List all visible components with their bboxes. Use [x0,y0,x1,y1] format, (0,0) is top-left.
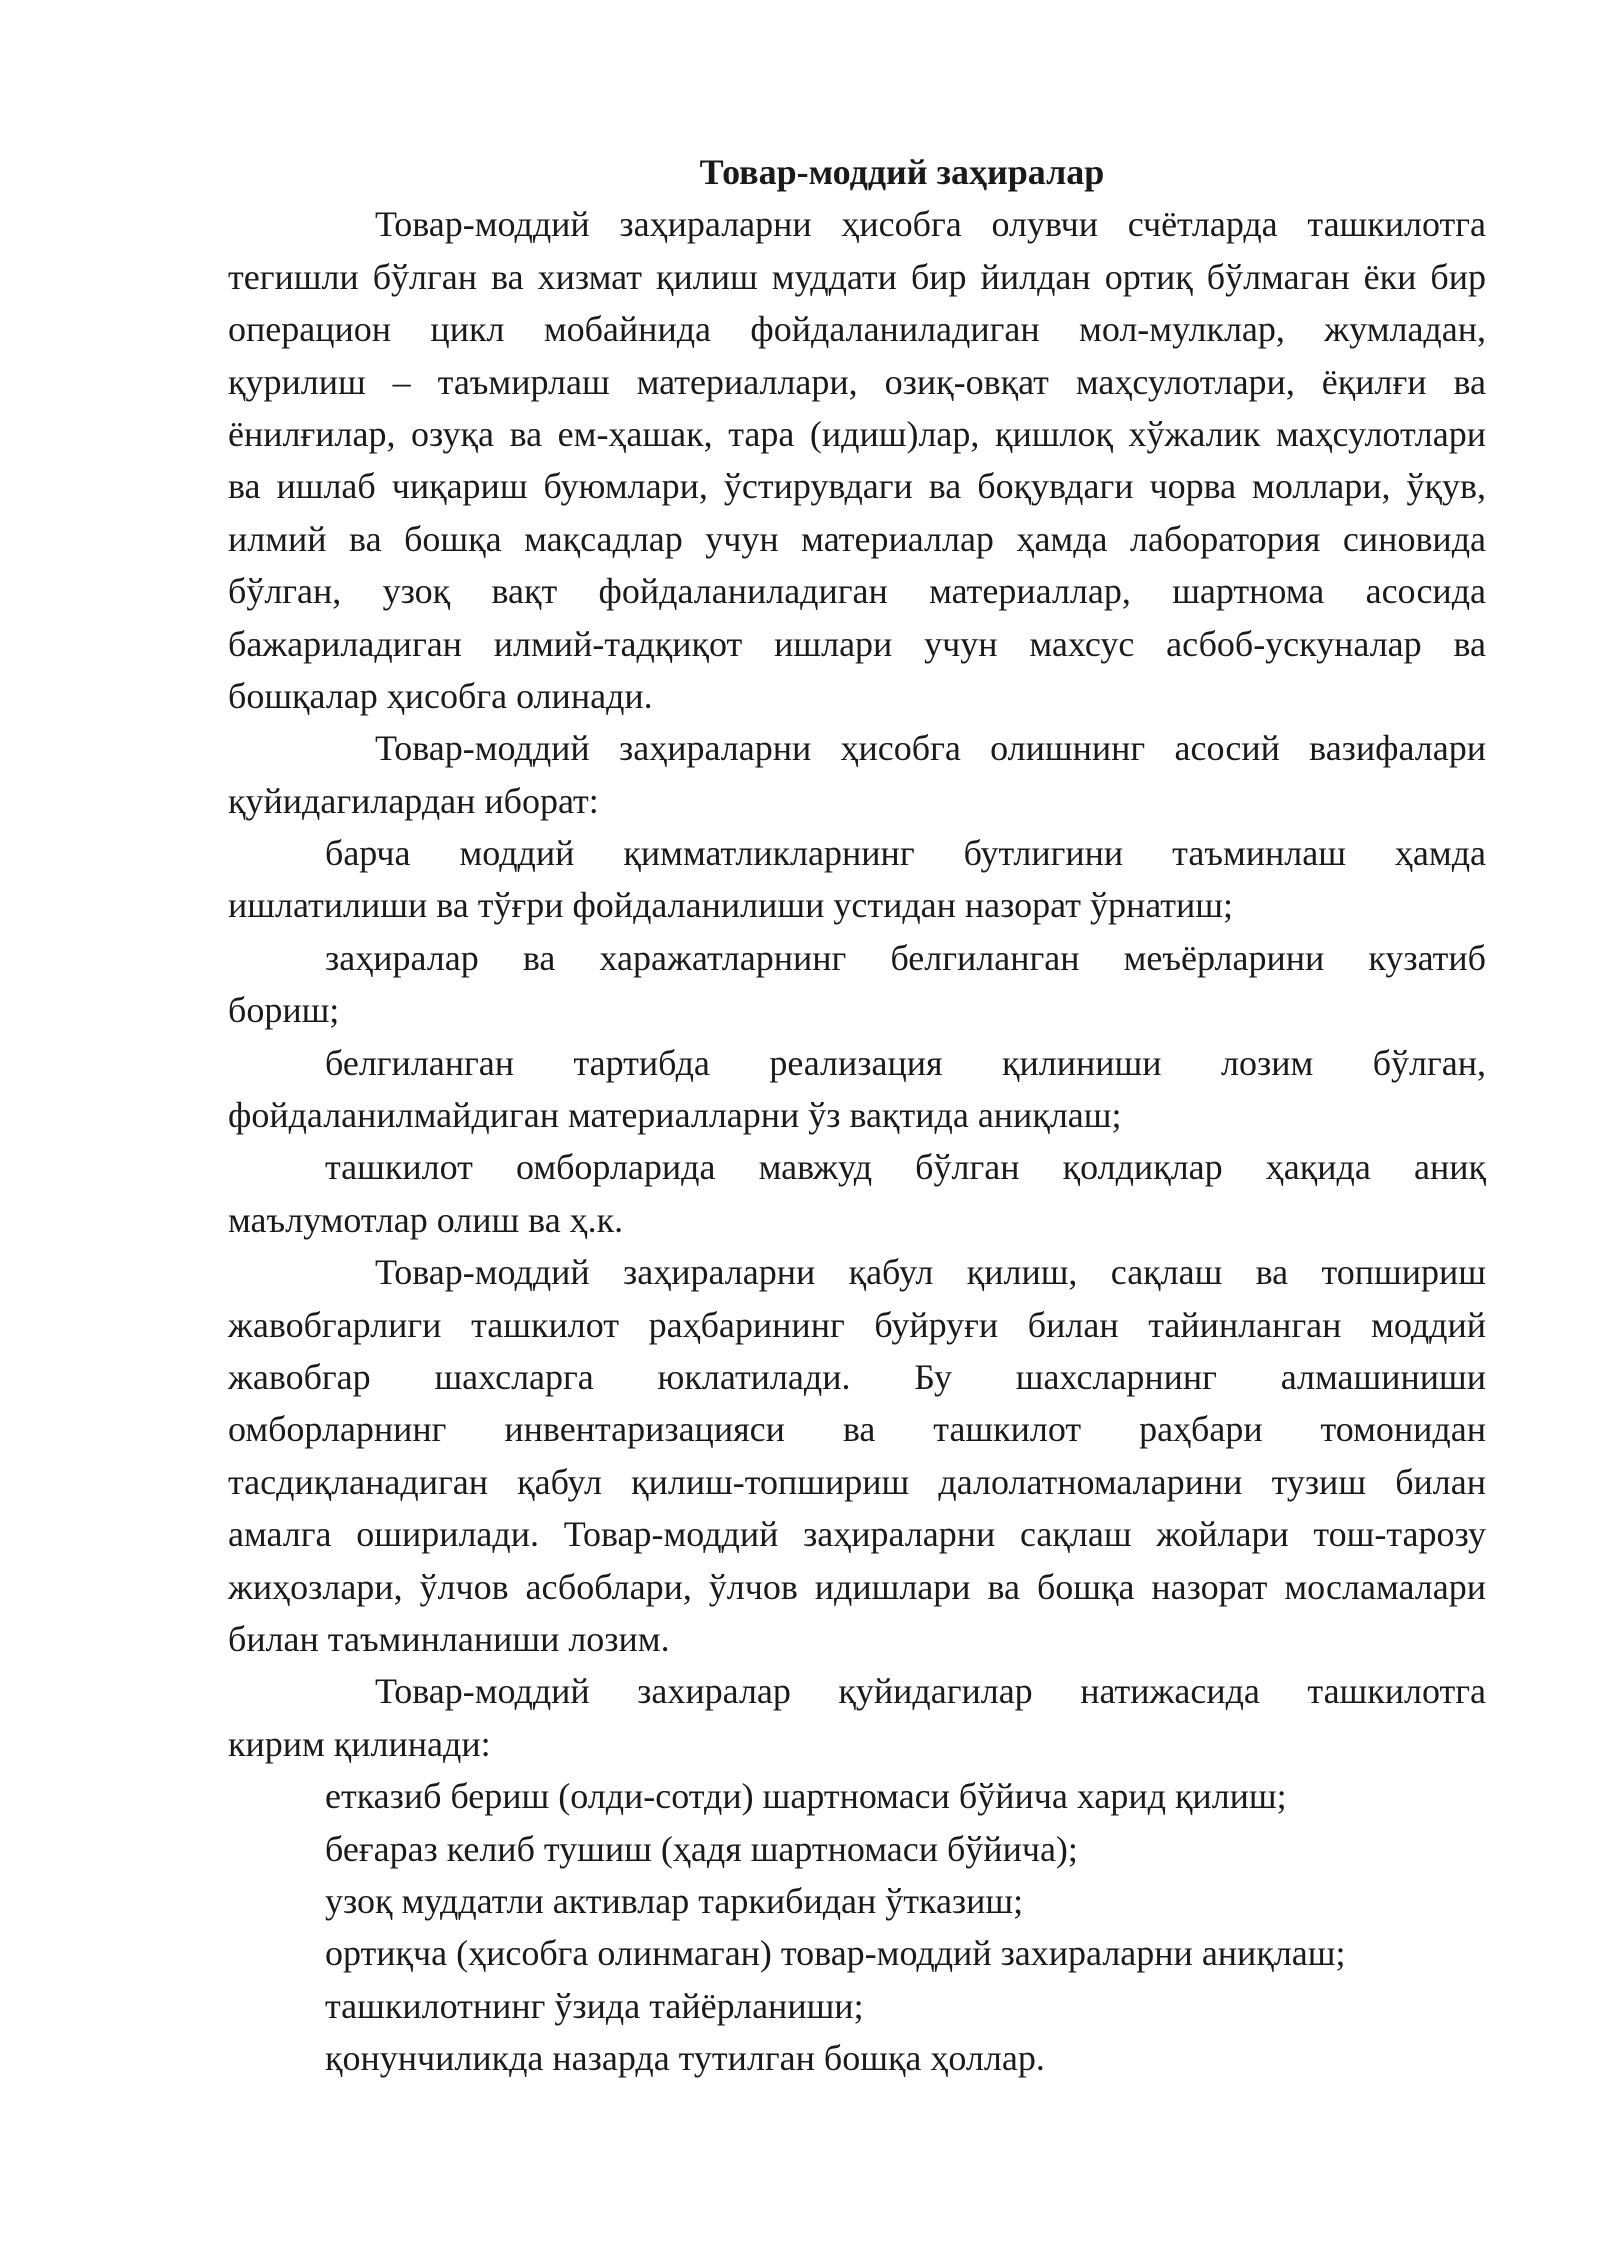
text-line: етказиб бериш (олди-сотди) шартномаси бўйича харид қилиш; [325,1776,1287,1817]
text-line: омборларнинг инвентаризацияси ва ташкилот раҳбари томонидан [228,1409,1486,1450]
text-line: Товар-моддий заҳираларни қабул қилиш, сақлаш ва топшириш [375,1252,1486,1293]
list-item-surplus [228,1927,1486,1979]
text-line: бўлган, узоқ вақт фойдаланиладиган материаллар, шартнома асосида [228,571,1486,612]
text-line: операцион цикл мобайнида фойдаланиладиган мол-мулклар, жумладан, [228,309,1486,350]
document-title: Товар-моддий заҳиралар [699,152,1105,192]
text-line: белгиланган тартибда реализация қилиниши лозим бўлган, [325,1042,1486,1083]
text-line: илмий ва бошқа мақсадлар учун материаллар ҳамда лаборатория синовида [228,518,1486,559]
paragraph-task-2 [228,932,1486,1037]
text-line: кирим қилинади: [228,1723,491,1764]
text-line: Товар-моддий заҳираларни ҳисобга олувчи счётларда ташкилотга [375,204,1486,245]
list-item-transfer [228,1875,1486,1927]
text-line: фойдаланилмайдиган материалларни ўз вақтида аниқлаш; [228,1095,1122,1136]
text-line: Товар-моддий захиралар қуйидагилар натижасида ташкилотга [375,1671,1486,1712]
text-line: қуйидагилардан иборат: [228,780,599,821]
text-line: бажариладиган илмий-тадқиқот ишлари учун махсус асбоб-ускуналар ва [228,623,1486,664]
list-item-purchase [228,1770,1486,1822]
text-line: барча моддий қимматликларнинг бутлигини таъминлаш ҳамда [325,833,1486,874]
text-line: ёнилғилар, озуқа ва ем-ҳашак, тара (идиш)лар, қишлоқ хўжалик маҳсулотлари [228,413,1486,454]
text-line: узоқ муддатли активлар таркибидан ўтказиш; [325,1880,1024,1921]
text-line: билан таъминланиши лозим. [228,1618,670,1659]
paragraph-tasks-lead [228,722,1486,827]
list-item-selfmade [228,1980,1486,2032]
text-line: қурилиш – таъмирлаш материаллари, озиқ-овқат маҳсулотлари, ёқилғи ва [228,361,1486,402]
text-line: ортиқча (ҳисобга олинмаган) товар-моддий захираларни аниқлаш; [325,1933,1346,1974]
text-line: маълумотлар олиш ва ҳ.к. [228,1199,624,1240]
document-body [228,146,1486,2084]
paragraph-responsibility [228,1246,1486,1665]
text-line: бориш; [228,990,340,1031]
text-line: жиҳозлари, ўлчов асбоблари, ўлчов идишлари ва бошқа назорат мосламалари [228,1566,1486,1607]
text-line: ишлатилиши ва тўғри фойдаланилиши устидан назорат ўрнатиш; [228,885,1233,926]
text-line: ва ишлаб чиқариш буюмлари, ўстирувдаги ва боқувдаги чорва моллари, ўқув, [228,466,1486,507]
text-line: Товар-моддий заҳираларни ҳисобга олишнинг асосий вазифалари [375,728,1486,769]
text-line: тегишли бўлган ва хизмат қилиш муддати бир йилдан ортиқ бўлмаган ёки бир [228,256,1486,297]
text-line: қонунчиликда назарда тутилган бошқа ҳоллар. [325,2038,1045,2079]
text-line: ташкилот омборларида мавжуд бўлган қолдиқлар ҳақида аниқ [325,1147,1486,1188]
paragraph-receipt-lead [228,1665,1486,1770]
text-line: ташкилотнинг ўзида тайёрланиши; [325,1985,864,2026]
text-line: амалга оширилади. Товар-моддий заҳираларни сақлаш жойлари тош-тарозу [228,1514,1486,1555]
list-item-other-cases [228,2032,1486,2084]
text-line: жавобгарлиги ташкилот раҳбарининг буйруғи билан тайинланган моддий [228,1304,1486,1345]
text-line: заҳиралар ва харажатларнинг белгиланган меъёрларини кузатиб [325,937,1486,978]
paragraph-task-4 [228,1141,1486,1246]
text-line: бошқалар ҳисобга олинади. [228,675,653,716]
list-item-gratis [228,1823,1486,1875]
paragraph-task-3 [228,1037,1486,1142]
paragraph-task-1 [228,827,1486,932]
paragraph-intro [228,198,1486,722]
text-line: беғараз келиб тушиш (ҳадя шартномаси бўйича); [325,1828,1078,1869]
text-line: тасдиқланадиган қабул қилиш-топшириш далолатномаларини тузиш билан [228,1461,1486,1502]
text-line: жавобгар шахсларга юклатилади. Бу шахсларнинг алмашиниши [228,1356,1486,1397]
